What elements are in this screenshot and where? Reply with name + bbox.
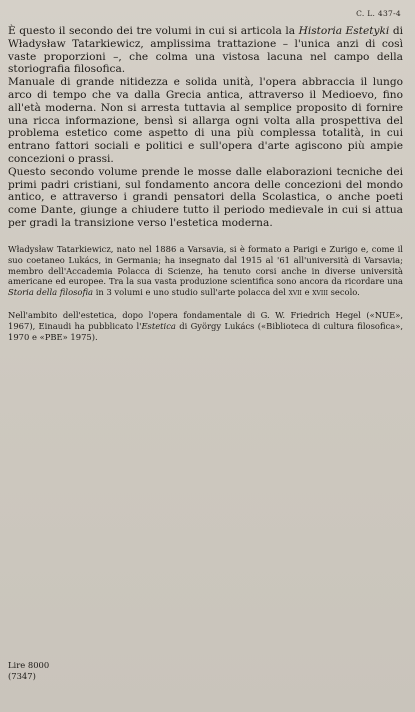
- bio-work-title: Storia della filosofia: [8, 287, 94, 298]
- price-label: Lire 8000: [8, 660, 50, 670]
- bio-century-2: xviii: [312, 287, 328, 298]
- blurb: [8, 25, 403, 230]
- note-text-a: Nell'ambito dell'estetica, dopo l'opera fondamentale di G. W. Friedrich Hegel («NUE», 1967), Einaudi ha pubblicato l': [8, 310, 403, 332]
- bio-text-c: e: [301, 287, 313, 298]
- cover-text: [8, 25, 403, 343]
- blurb-p1-title: Historia Estetyki: [298, 25, 390, 37]
- catalog-code: C. L. 437-4: [356, 9, 401, 18]
- price-block: [8, 660, 49, 682]
- bio-text-d: secolo.: [327, 287, 360, 298]
- blurb-paragraph-3: Questo secondo volume prende le mosse dalle elaborazioni tecniche dei primi padri cristiani, sul fondamento ancora delle concezioni del mondo antico, e attraverso i grandi pensatori della Scolastica, o anche poeti come Dante, giunge a chiudere tutto il periodo medievale in cui si attua per gradi la transizione verso l'estetica moderna.: [8, 165, 403, 229]
- blurb-p1-text-a: È questo il secondo dei tre volumi in cui si articola la: [8, 25, 299, 37]
- bio-text-a: Władysław Tatarkiewicz, nato nel 1886 a Varsavia, si è formato a Parigi e Zurigo e, come il suo coetaneo Lukács, in Germania; ha insegnato dal 1915 al '61 all'università di Varsavia; membro dell'Accademia Polacca di Scienze, ha tenuto corsi anche in diverse università americane ed europee. Tra la sua vasta produzione scientifica sono ancora da ricordare una: [8, 243, 403, 287]
- bio-century-1: xvii: [288, 287, 302, 298]
- blurb-paragraph-2: Manuale di grande nitidezza e solida unità, l'opera abbraccia il lungo arco di tempo che va dalla Grecia antica, attraverso il Medioevo, fino all'età moderna. Non si arresta tuttavia al semplice proposito di fornire una ricca informazione, bensì si allarga ogni volta alla prospettiva del problema estetico come aspetto di una più complessa totalità, in cui entrano fattori sociali e politici e sull'opera d'arte agiscono più ampie concezioni o prassi.: [8, 76, 403, 165]
- price-code: (7347): [8, 671, 36, 681]
- note-text-b: di György Lukács («Biblioteca di cultura filosofica», 1970 e «PBE» 1975).: [8, 321, 403, 343]
- bio-text-b: in 3 volumi e uno studio sull'arte polacca del: [93, 287, 289, 298]
- blurb-paragraph-1: [8, 25, 403, 76]
- author-bio: [8, 244, 403, 299]
- blurb-p1-text-b: di Władysław Tatarkiewicz, amplissima trattazione – l'unica anzi di così vaste proporzioni –, che colma una vistosa lacuna nel campo della storiografia filosofica.: [8, 25, 403, 76]
- note-work-title: Estetica: [141, 321, 176, 332]
- publisher-note-paragraph: [8, 310, 403, 343]
- author-bio-paragraph: [8, 244, 403, 299]
- publisher-note: [8, 310, 403, 343]
